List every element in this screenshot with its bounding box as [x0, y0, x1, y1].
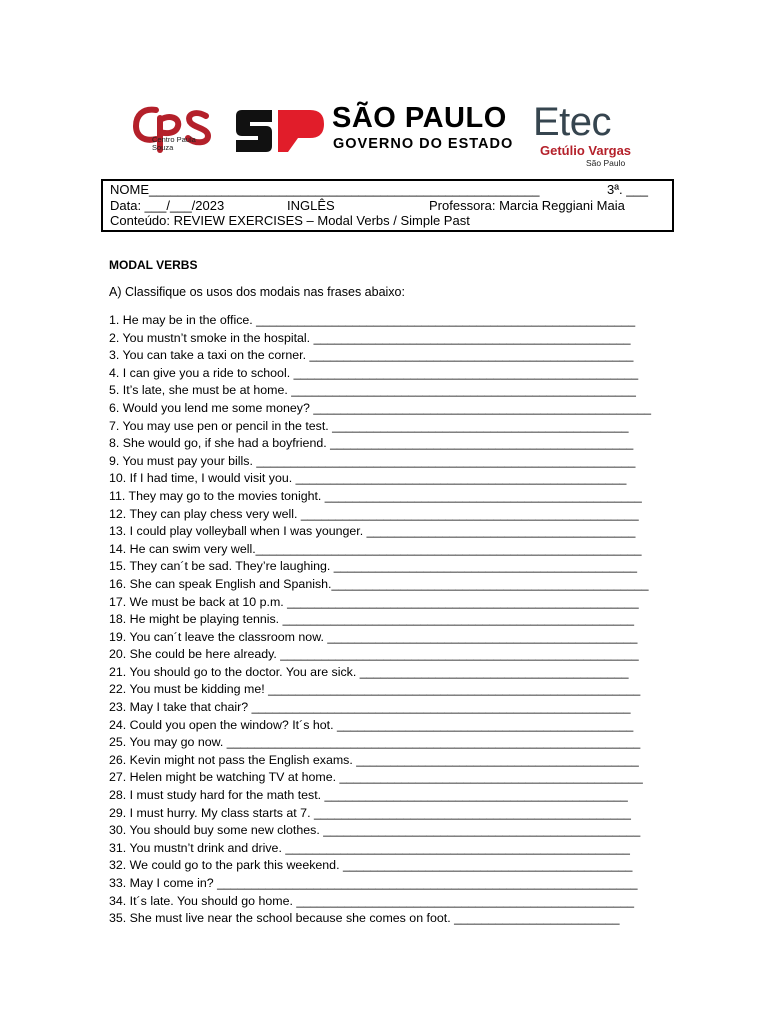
sentence-item[interactable]: 5. It’s late, she must be at home. __________________________________________________ [109, 383, 636, 398]
cps-logo-mark [132, 104, 214, 160]
content-label: Conteúdo: REVIEW EXERCISES – Modal Verbs / Simple Past [110, 213, 470, 228]
sentence-item[interactable]: 4. I can give you a ride to school. __________________________________________________ [109, 365, 639, 380]
sentence-item[interactable]: 29. I must hurry. My class starts at 7. ______________________________________________ [109, 805, 631, 820]
sentence-item[interactable]: 26. Kevin might not pass the English exams. _________________________________________ [109, 752, 639, 767]
sp-logo-title: SÃO PAULO [332, 102, 507, 134]
date-field[interactable]: Data: ___/___/2023 [110, 197, 225, 213]
sentence-item[interactable]: 11. They may go to the movies tonight. ______________________________________________ [109, 488, 642, 503]
teacher-label: Professora: Marcia Reggiani Maia [429, 197, 625, 213]
sentence-item[interactable]: 19. You can´t leave the classroom now. _____________________________________________ [109, 629, 638, 644]
sentence-item[interactable]: 1. He may be in the office. _______________________________________________________ [109, 313, 636, 327]
sentence-item[interactable]: 22. You must be kidding me! ______________________________________________________ [109, 682, 641, 697]
name-field[interactable]: NOME______________________________________________________ [110, 182, 540, 197]
sentence-item[interactable]: 8. She would go, if she had a boyfriend. ____________________________________________ [109, 436, 634, 451]
sentence-item[interactable]: 2. You mustn’t smoke in the hospital. ______________________________________________ [109, 330, 631, 345]
sentence-item[interactable]: 34. It´s late. You should go home. _________________________________________________ [109, 893, 635, 908]
sentence-item[interactable]: 16. She can speak English and Spanish.______________________________________________ [109, 576, 649, 591]
sp-symbol-icon [232, 108, 326, 154]
sentence-item[interactable]: 27. Helen might be watching TV at home. ____________________________________________ [109, 770, 643, 785]
sp-logo-mark [232, 108, 326, 154]
sentence-item[interactable]: 14. He can swim very well.________________________________________________________ [109, 541, 642, 556]
sentence-item[interactable]: 30. You should buy some new clothes. ______________________________________________ [109, 823, 641, 838]
sentence-item[interactable]: 13. I could play volleyball when I was younger. _______________________________________ [109, 524, 636, 539]
subject-label: INGLÊS [287, 197, 335, 213]
sentence-item[interactable]: 28. I must study hard for the math test. ____________________________________________ [109, 788, 628, 803]
sentence-item[interactable]: 7. You may use pen or pencil in the test. ___________________________________________ [109, 418, 629, 433]
etec-logo-location: São Paulo [586, 158, 626, 168]
cps-logo-text: Centro Paula Souza [152, 135, 196, 152]
student-header-box [101, 179, 674, 232]
sentence-item[interactable]: 24. Could you open the window? It´s hot. ___________________________________________ [109, 717, 634, 732]
sentence-list [109, 312, 659, 928]
sentence-item[interactable]: 32. We could go to the park this weekend. __________________________________________ [109, 858, 633, 873]
sentence-item[interactable]: 9. You must pay your bills. _______________________________________________________ [109, 453, 636, 468]
grade-field[interactable]: 3ª. ___ [607, 182, 648, 197]
cps-logo [132, 104, 214, 160]
sentence-item[interactable]: 10. If I had time, I would visit you. ________________________________________________ [109, 471, 627, 486]
sentence-item[interactable]: 20. She could be here already. ____________________________________________________ [109, 647, 639, 662]
etec-logo-subtitle: Getúlio Vargas [540, 143, 632, 158]
sentence-item[interactable]: 21. You should go to the doctor. You are sick. _______________________________________ [109, 664, 629, 679]
sentence-item[interactable]: 31. You mustn’t drink and drive. __________________________________________________ [109, 840, 630, 855]
sentence-item[interactable]: 15. They can´t be sad. They’re laughing. ____________________________________________ [109, 559, 637, 574]
sentence-item[interactable]: 6. Would you lend me some money? _________________________________________________ [109, 400, 651, 415]
sentence-item[interactable]: 23. May I take that chair? _______________________________________________________ [109, 700, 631, 715]
sentence-item[interactable]: 25. You may go now. ____________________________________________________________ [109, 735, 641, 750]
name-line [110, 182, 672, 198]
sentence-item[interactable]: 12. They can play chess very well. _________________________________________________ [109, 506, 639, 521]
sentence-item[interactable]: 3. You can take a taxi on the corner. _______________________________________________ [109, 348, 634, 363]
content-line [110, 213, 672, 229]
sp-logo-subtitle: GOVERNO DO ESTADO [333, 136, 514, 152]
sentence-item[interactable]: 18. He might be playing tennis. ___________________________________________________ [109, 612, 635, 627]
sentence-item[interactable]: 35. She must live near the school because she comes on foot. ________________________ [109, 911, 620, 926]
sentence-item[interactable]: 17. We must be back at 10 p.m. ___________________________________________________ [109, 594, 639, 609]
exercise-instruction: A) Classifique os usos dos modais nas frases abaixo: [109, 285, 405, 299]
etec-logo-title: Etec [533, 100, 612, 144]
section-title: MODAL VERBS [109, 258, 198, 272]
logo-bar [0, 98, 768, 176]
date-line [110, 198, 672, 214]
sentence-item[interactable]: 33. May I come in? _____________________________________________________________ [109, 876, 638, 890]
